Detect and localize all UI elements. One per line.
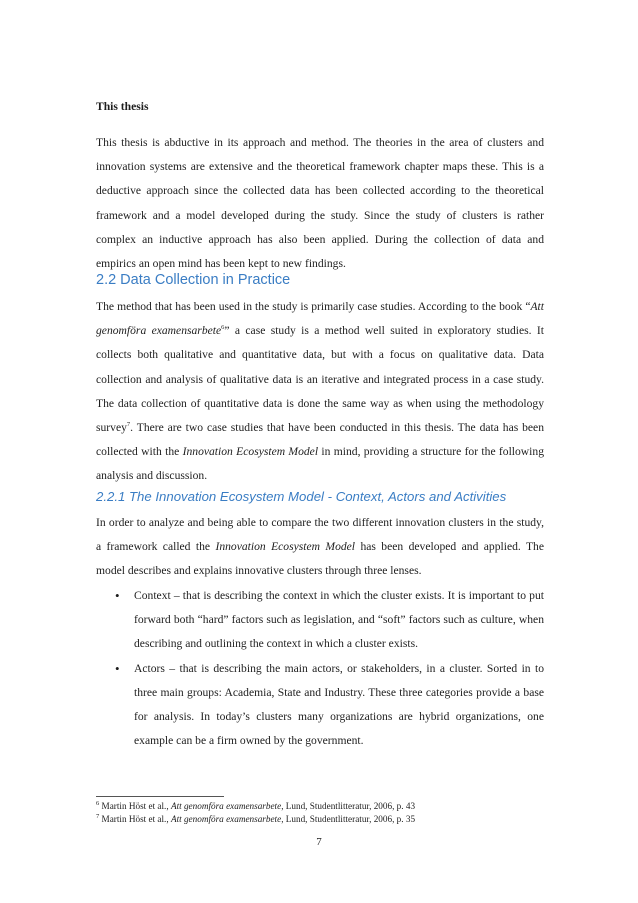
this-thesis-paragraph: This thesis is abductive in its approach and method. The theories in the area of clusters and innovation systems are extensive and the theoretical framework chapter maps these. This is a deductive approach since the collected data has been collected according to the theoretical framework and a model developed during the study. Since the study of clusters is rather complex an inductive approach has also been applied. During the collection of data and empirics an open mind has been kept to new findings. (96, 136, 544, 271)
section-2-2-heading: 2.2 Data Collection in Practice (96, 272, 291, 288)
list-item: • Context – that is describing the context in which the cluster exists. It is important to put forward both “hard” factors such as legislation, and “soft” factors such as culture, when describing and outlining the context in which a cluster exists. (96, 584, 544, 657)
list-item: • Actors – that is describing the main actors, or stakeholders, in a cluster. Sorted in to three main groups: Academia, State and Industry. These three categories provide a base for analysis. In today’s clusters many organizations are hybrid organizations, one example can be a firm owned by the government. (96, 657, 544, 754)
model-name-italic: Innovation Ecosystem Model (182, 445, 319, 459)
bullet-icon: • (115, 660, 120, 676)
section-2-2-paragraph: The method that has been used in the study is primarily case studies. According to the book “Att genomföra examensarbete$^6$” a case study is a method well suited in exploratory studies. It collects both qualitative and quantitative data, but with a focus on qualitative data. Data collection and analysis of qualitative data is an iterative and integrated process in a case study. The data collection of quantitative data is done the same way as when using the methodology survey$^7$. There are two case studies that have been conducted in this thesis. The data has been collected with the Innovation Ecosystem Model in mind, providing a structure for the following analysis and discussion. (96, 300, 544, 483)
footnote-ref-7: 7 (126, 421, 131, 429)
bullet-icon: • (115, 588, 120, 603)
footnote-divider (96, 796, 224, 797)
footnote-6: $^6$ Martin Höst et al., Att genomföra examensarbete, Lund, Studentlitteratur, 2006, p. 43 (96, 799, 416, 811)
this-thesis-title: This thesis (96, 100, 149, 113)
section-2-2-1-heading: 2.2.1 The Innovation Ecosystem Model - Context, Actors and Activities (96, 489, 507, 504)
page-number: 7 (316, 836, 322, 848)
footnotes (96, 800, 544, 826)
footnote-7: $^7$ Martin Höst et al., Att genomföra examensarbete, Lund, Studentlitteratur, 2006, p. 35 (96, 812, 416, 824)
book-title-italic: Att genomföra examensarbete (96, 300, 544, 338)
footnote-ref-6: 6 (221, 324, 225, 332)
lens-list (96, 584, 544, 753)
section-2-2-1-paragraph: In order to analyze and being able to compare the two different innovation clusters in the study, a framework called the Innovation Ecosystem Model has been developed and applied. The model describes and explains innovative clusters through three lenses. (96, 516, 544, 578)
